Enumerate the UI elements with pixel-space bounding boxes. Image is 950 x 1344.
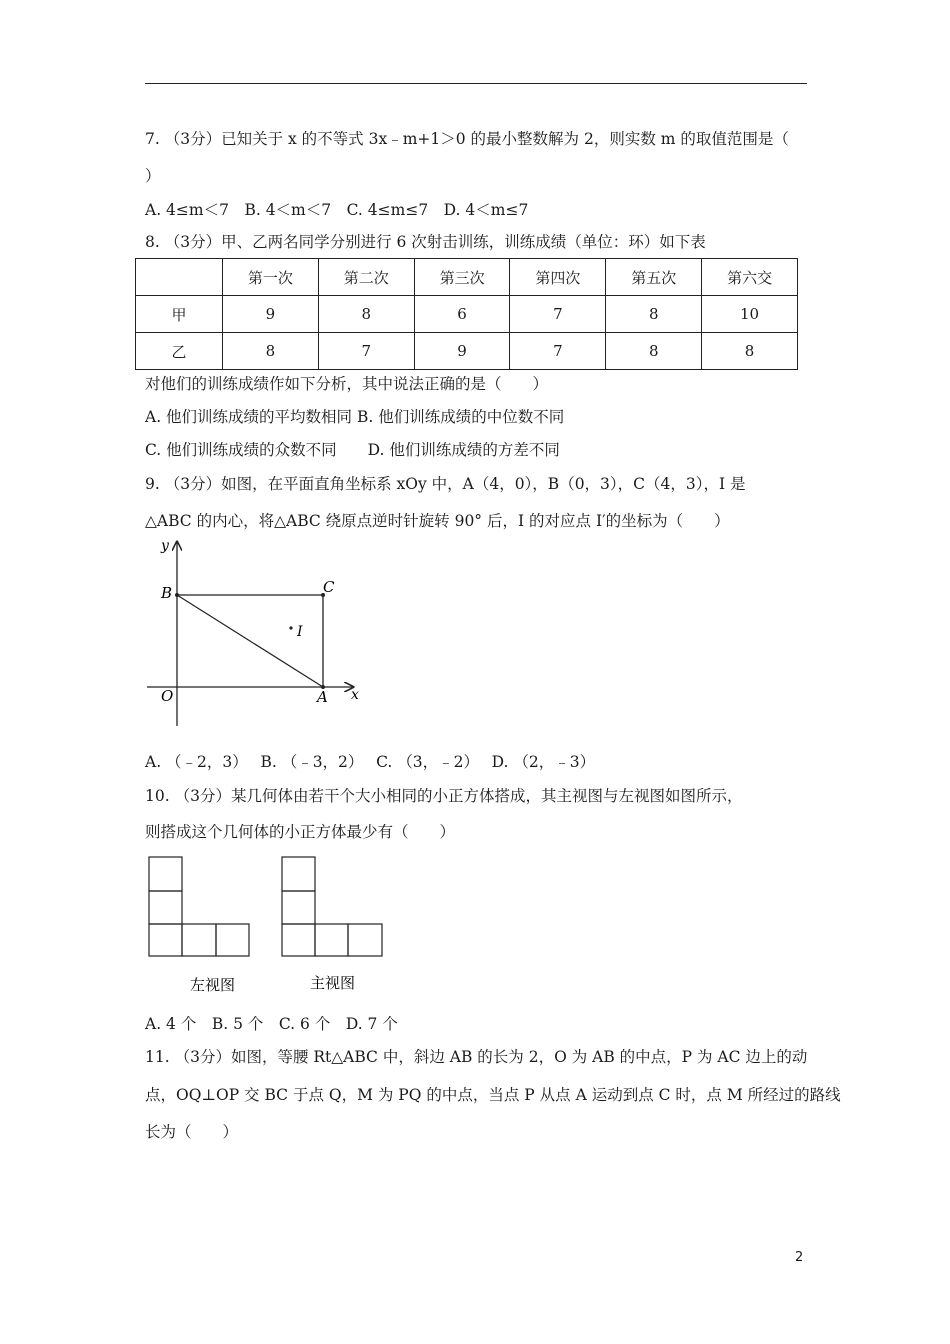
q8-options-ab: A. 他们训练成绩的平均数相同 B. 他们训练成绩的中位数不同 xyxy=(145,408,565,426)
q9-options: A. （﹣2，3） B. （﹣3，2） C. （3，﹣2） D. （2，﹣3） xyxy=(145,753,596,771)
table-header-cell xyxy=(136,259,223,296)
table-cell: 8 xyxy=(702,333,798,370)
table-row-label: 乙 xyxy=(136,333,223,370)
q7-stem-line2: ） xyxy=(145,167,161,185)
table-cell: 9 xyxy=(414,333,510,370)
table-header-cell: 第五次 xyxy=(606,259,702,296)
front-view-caption: 主视图 xyxy=(310,974,356,992)
q11-stem-line1: 11. （3分）如图，等腰 Rt△ABC 中，斜边 AB 的长为 2，O 为 AB 的中点，P 为 AC 边上的动 xyxy=(145,1048,808,1066)
table-header-row xyxy=(136,259,798,296)
q8-options-cd: C. 他们训练成绩的众数不同 D. 他们训练成绩的方差不同 xyxy=(145,441,560,459)
q10-options: A. 4 个 B. 5 个 C. 6 个 D. 7 个 xyxy=(145,1015,398,1033)
label-o: O xyxy=(161,687,174,705)
q10-stem-line2: 则搭成这个几何体的小正方体最少有（ ） xyxy=(145,823,456,841)
q10-views-figure xyxy=(140,852,400,1000)
label-y: y xyxy=(161,538,169,554)
table-row xyxy=(136,333,798,370)
table-cell: 10 xyxy=(702,296,798,333)
table-header-cell: 第一次 xyxy=(223,259,319,296)
left-view-grid xyxy=(149,857,249,956)
label-x: x xyxy=(351,687,359,703)
table-cell: 8 xyxy=(606,333,702,370)
label-c: C xyxy=(323,578,335,596)
table-row xyxy=(136,296,798,333)
q8-score-table xyxy=(135,258,798,370)
q9-stem-line2: △ABC 的内心，将△ABC 绕原点逆时针旋转 90° 后，I 的对应点 I′的坐标为（ ） xyxy=(145,512,730,530)
q11-stem-line2: 点，OQ⊥OP 交 BC 于点 Q，M 为 PQ 的中点，当点 P 从点 A 运动到点 C 时，点 M 所经过的路线 xyxy=(145,1086,841,1104)
point-i xyxy=(289,626,292,629)
point-b xyxy=(175,593,179,597)
q9-coordinate-figure xyxy=(145,536,375,731)
table-header-cell: 第四次 xyxy=(510,259,606,296)
table-header-cell: 第三次 xyxy=(414,259,510,296)
q8-after-text: 对他们的训练成绩作如下分析，其中说法正确的是（ ） xyxy=(145,375,549,393)
q11-stem-line3: 长为（ ） xyxy=(145,1123,239,1141)
table-cell: 6 xyxy=(414,296,510,333)
table-header-cell: 第二次 xyxy=(318,259,414,296)
table-cell: 7 xyxy=(510,296,606,333)
table-cell: 8 xyxy=(223,333,319,370)
table-cell: 9 xyxy=(223,296,319,333)
table-header-cell: 第六交 xyxy=(702,259,798,296)
front-view-grid xyxy=(282,857,382,956)
table-cell: 7 xyxy=(318,333,414,370)
label-a: A xyxy=(317,688,328,706)
page-number: 2 xyxy=(795,1250,804,1265)
segment-ab xyxy=(177,595,323,687)
table-cell: 8 xyxy=(606,296,702,333)
left-view-caption: 左视图 xyxy=(190,976,236,994)
table-row-label: 甲 xyxy=(136,296,223,333)
table-cell: 8 xyxy=(318,296,414,333)
q10-stem-line1: 10. （3分）某几何体由若干个大小相同的小正方体搭成，其主视图与左视图如图所示， xyxy=(145,787,743,805)
label-b: B xyxy=(161,584,173,602)
table-cell: 7 xyxy=(510,333,606,370)
q9-stem-line1: 9. （3分）如图，在平面直角坐标系 xOy 中，A（4，0），B（0，3），C（4，3），I 是 xyxy=(145,475,746,493)
q7-options: A. 4≤m＜7 B. 4＜m＜7 C. 4≤m≤7 D. 4＜m≤7 xyxy=(145,201,529,219)
q8-stem: 8. （3分）甲、乙两名同学分别进行 6 次射击训练，训练成绩（单位：环）如下表 xyxy=(145,233,706,251)
header-rule xyxy=(145,83,807,84)
q7-stem-line1: 7. （3分）已知关于 x 的不等式 3x﹣m+1＞0 的最小整数解为 2，则实数 m 的取值范围是（ xyxy=(145,130,789,148)
label-i: I xyxy=(297,624,303,640)
